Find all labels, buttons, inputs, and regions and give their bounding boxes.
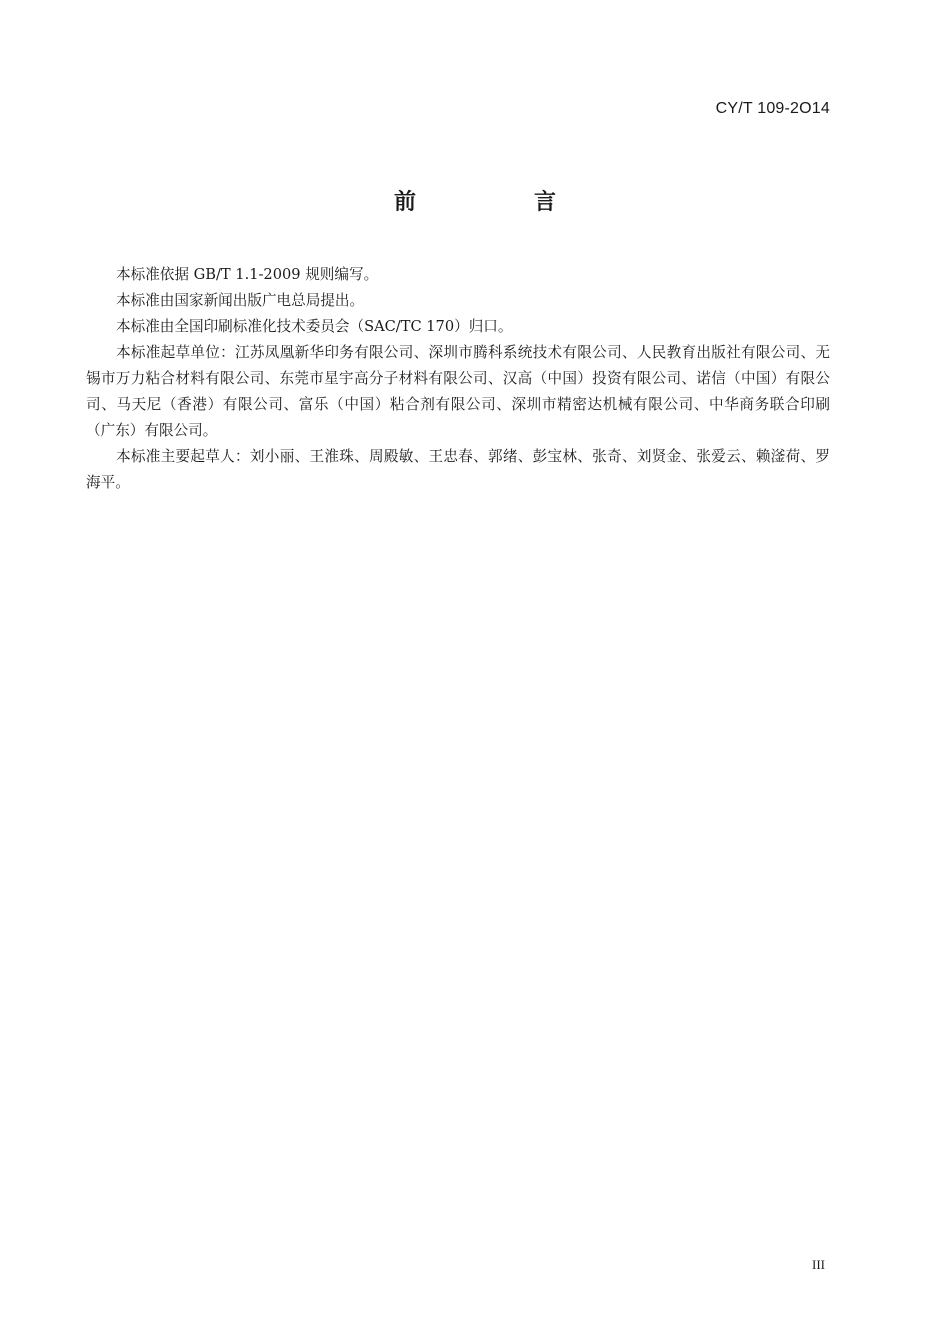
paragraph-centralized-by: 本标准由全国印刷标准化技术委员会（SAC/TC 170）归口。 [116, 318, 513, 335]
paragraph-drafting-units: 本标准起草单位：江苏凤凰新华印务有限公司、深圳市腾科系统技术有限公司、人民教育出版社有限公司、无锡市万力粘合材料有限公司、东莞市星宇高分子材料有限公司、汉高（中国）投资有限公司、诺信（中国）有限公司、马天尼（香港）有限公司、富乐（中国）粘合剂有限公司、深圳市精密达机械有限公司、中华商务联合印刷（广东）有限公司。 [86, 344, 830, 439]
page-title: 前 言 [393, 190, 604, 215]
standard-code: CY/T 109-2O14 [715, 100, 830, 117]
paragraph-drafting-rules: 本标准依据 GB/T 1.1-2009 规则编写。 [116, 266, 379, 283]
page-number: III [812, 1257, 825, 1272]
paragraph-proposer: 本标准由国家新闻出版广电总局提出。 [116, 292, 365, 309]
foreword-body [86, 262, 830, 496]
paragraph-main-drafters: 本标准主要起草人：刘小丽、王淮珠、周殿敏、王忠春、郭绪、彭宝林、张奇、刘贤金、张爱云、赖滏荷、罗海平。 [86, 448, 830, 491]
